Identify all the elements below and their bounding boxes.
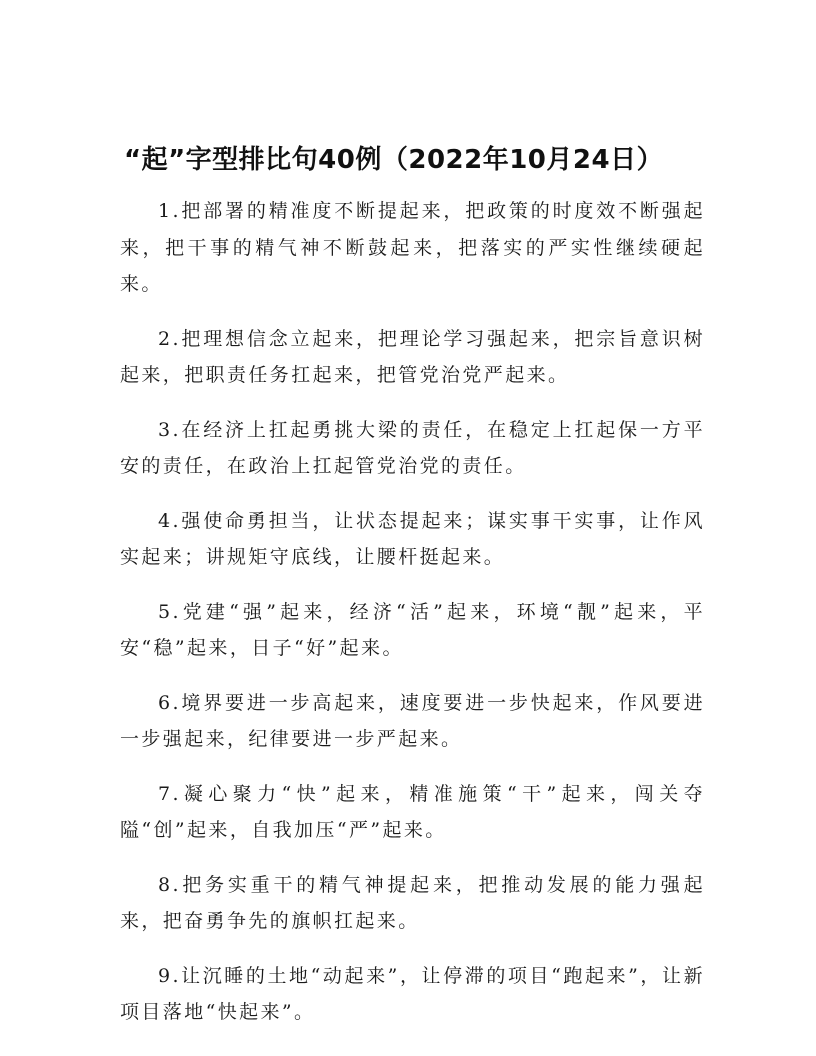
paragraph-9: 9.让沉睡的土地“动起来”，让停滞的项目“跑起来”，让新项目落地“快起来”。 — [120, 964, 705, 1023]
document-body — [120, 193, 705, 1049]
paragraph-1: 1.把部署的精准度不断提起来，把政策的时度效不断强起来，把干事的精气神不断鼓起来，把落实的严实性继续硬起来。 — [120, 200, 705, 295]
paragraph-6: 6.境界要进一步高起来，速度要进一步快起来，作风要进一步强起来，纪律要进一步严起来。 — [120, 691, 705, 750]
paragraph-3: 3.在经济上扛起勇挑大梁的责任，在稳定上扛起保一方平安的责任，在政治上扛起管党治党的责任。 — [120, 418, 705, 477]
paragraph-7: 7.凝心聚力“快”起来，精准施策“干”起来，闯关夺隘“创”起来，自我加压“严”起来。 — [120, 782, 705, 841]
document-title: “起”字型排比句40例（2022年10月24日） — [124, 145, 664, 175]
paragraph-8: 8.把务实重干的精气神提起来，把推动发展的能力强起来，把奋勇争先的旗帜扛起来。 — [120, 873, 705, 932]
paragraph-5: 5.党建“强”起来，经济“活”起来，环境“靓”起来，平安“稳”起来，日子“好”起来。 — [120, 600, 705, 659]
paragraph-2: 2.把理想信念立起来，把理论学习强起来，把宗旨意识树起来，把职责任务扛起来，把管党治党严起来。 — [120, 327, 705, 386]
paragraph-4: 4.强使命勇担当，让状态提起来；谋实事干实事，让作风实起来；讲规矩守底线，让腰杆挺起来。 — [120, 509, 705, 568]
